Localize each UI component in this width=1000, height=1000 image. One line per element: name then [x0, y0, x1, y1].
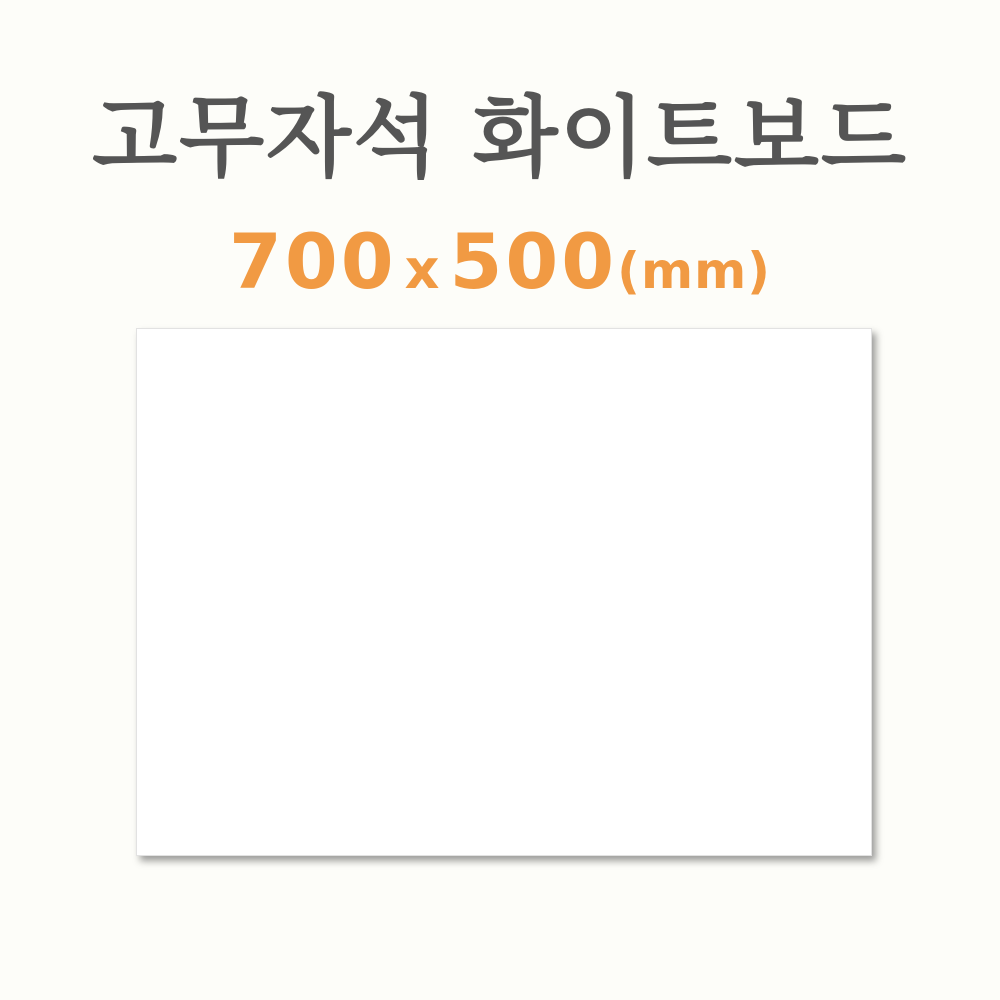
- size-height: 500: [449, 217, 618, 306]
- size-unit: (mm): [617, 242, 772, 300]
- product-title: 고무자석 화이트보드: [92, 86, 908, 189]
- whiteboard-image: [136, 328, 872, 856]
- size-separator: x: [404, 238, 440, 301]
- size-width: 700: [228, 217, 397, 306]
- size-label: [0, 217, 1000, 323]
